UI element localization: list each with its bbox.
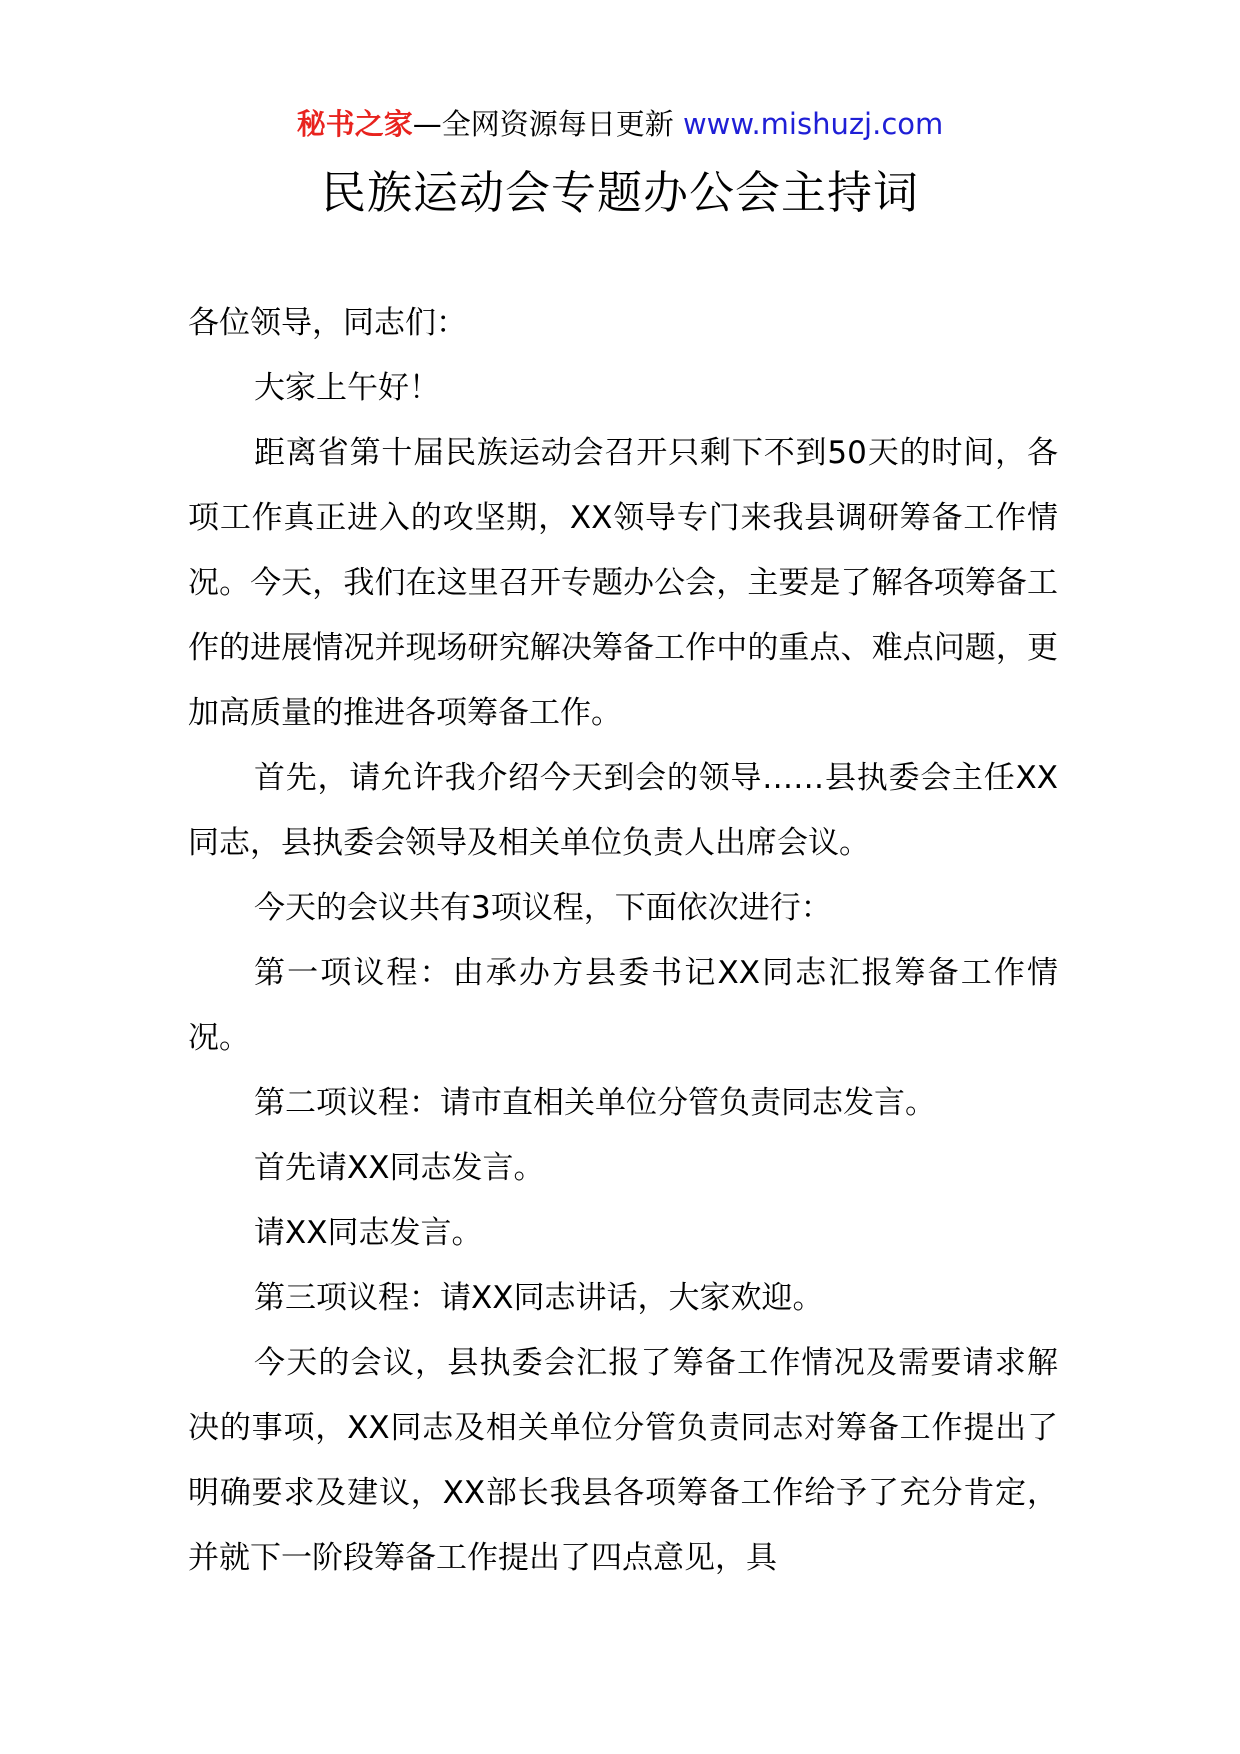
body-paragraph: 距离省第十届民族运动会召开只剩下不到50天的时间，各项工作真正进入的攻坚期，XX领导专门来我县调研筹备工作情况。今天，我们在这里召开专题办公会，主要是了解各项筹备工作的进展情况并现场研究解决筹备工作中的重点、难点问题，更加高质量的推进各项筹备工作。: [188, 435, 1058, 731]
site-header: [0, 102, 1240, 146]
agenda-item-3: 第三项议程：请XX同志讲话，大家欢迎。: [254, 1280, 824, 1316]
site-url-link[interactable]: www.mishuzj.com: [682, 107, 944, 141]
greeting-paragraph: 大家上午好！: [254, 370, 440, 406]
site-brand: 秘书之家: [296, 107, 413, 141]
document-title: 民族运动会专题办公会主持词: [320, 166, 919, 219]
body-paragraph: 今天的会议，县执委会汇报了筹备工作情况及需要请求解决的事项，XX同志及相关单位分管负责同志对筹备工作提出了明确要求及建议，XX部长我县各项筹备工作给予了充分肯定，并就下一阶段筹备工作提出了四点意见，具: [188, 1345, 1058, 1576]
document-body: [188, 291, 1058, 1591]
salutation-paragraph: 各位领导，同志们：: [188, 305, 467, 341]
body-paragraph: 请XX同志发言。: [254, 1215, 483, 1251]
agenda-item-2: 第二项议程：请市直相关单位分管负责同志发言。: [254, 1085, 936, 1121]
body-paragraph: 首先，请允许我介绍今天到会的领导……县执委会主任XX同志，县执委会领导及相关单位负责人出席会议。: [188, 760, 1058, 861]
agenda-item-1: 第一项议程：由承办方县委书记XX同志汇报筹备工作情况。: [188, 955, 1058, 1056]
site-tagline: —全网资源每日更新: [412, 107, 683, 141]
body-paragraph: 今天的会议共有3项议程，下面依次进行：: [254, 890, 832, 926]
body-paragraph: 首先请XX同志发言。: [254, 1150, 545, 1186]
